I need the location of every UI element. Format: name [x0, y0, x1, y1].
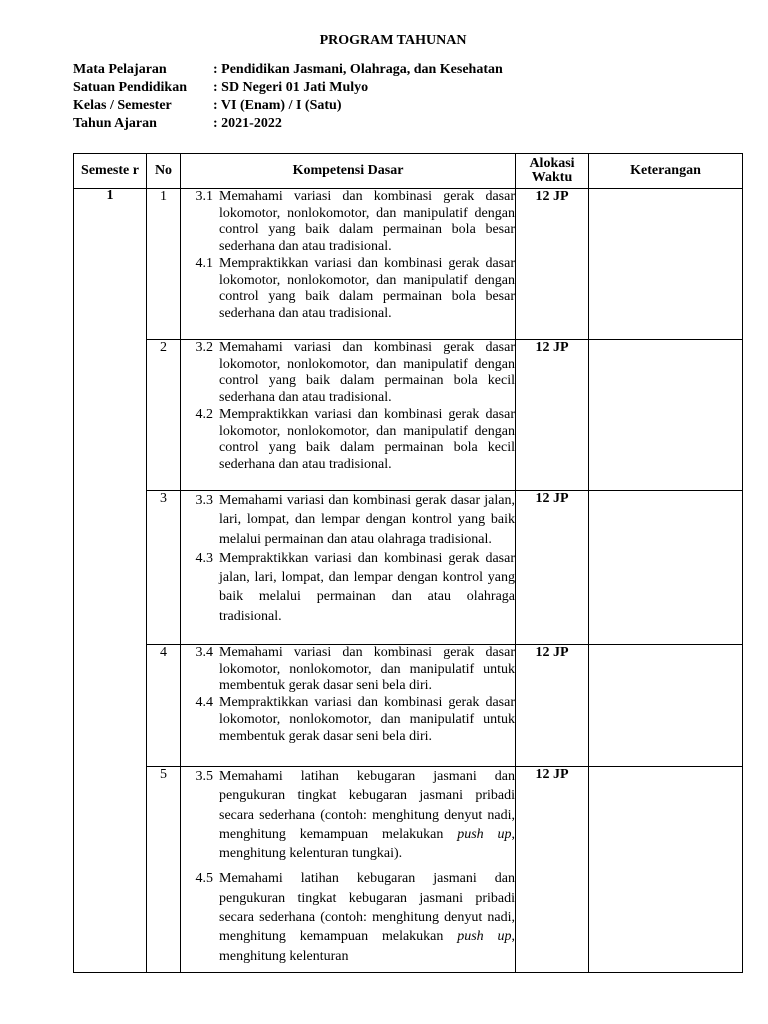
- kd-text: Mempraktikkan variasi dan kombinasi gerak dasar lokomotor, nonlokomotor, dan manipulatif dengan control yang baik dalam permainan bola besar sederhana dan atau tradisional.: [219, 255, 515, 321]
- kd-text: Mempraktikkan variasi dan kombinasi gerak dasar lokomotor, nonlokomotor, dan manipulatif dengan control yang baik dalam permainan bola kecil sederhana dan atau tradisional.: [219, 406, 515, 472]
- table-row: [74, 767, 743, 973]
- kd-item: [181, 695, 515, 745]
- row-number: 3: [147, 491, 181, 645]
- meta-class-semester: [73, 97, 503, 115]
- meta-academic-year: [73, 115, 503, 133]
- meta-value: : Pendidikan Jasmani, Olahraga, dan Kesehatan: [213, 62, 503, 77]
- meta-value: : SD Negeri 01 Jati Mulyo: [213, 80, 369, 95]
- kd-code: 4.3: [195, 550, 213, 566]
- kd-code: 3.3: [195, 493, 213, 508]
- kd-text-part: , menghitung kelenturan: [219, 929, 515, 964]
- alokasi-cell: 12 JP: [516, 491, 589, 645]
- meta-value: : VI (Enam) / I (Satu): [213, 98, 342, 113]
- kd-text: Memahami variasi dan kombinasi gerak dasar jalan, lari, lompat, dan lempar dengan kontrol yang baik melalui permainan dan atau olahraga tradisional.: [219, 493, 515, 547]
- annual-program-table: [73, 153, 743, 973]
- kd-item: [181, 645, 515, 695]
- meta-label: Kelas / Semester: [73, 98, 172, 113]
- meta-school: [73, 79, 503, 97]
- keterangan-cell: [589, 491, 743, 645]
- document-info: [73, 61, 503, 133]
- kd-code: 3.5: [195, 769, 213, 784]
- header-alokasi: Alokasi Waktu: [516, 154, 589, 189]
- kd-code: 3.1: [195, 189, 213, 204]
- semester-cell: 1: [74, 189, 147, 973]
- kd-text-part: Memahami latihan kebugaran jasmani dan pengukuran tingkat kebugaran jasmani pribadi secara sederhana (contoh: menghitung denyut nadi, menghitung kemampuan melakukan: [219, 871, 515, 945]
- kd-text-emphasis: push up: [457, 929, 512, 945]
- table-row: [74, 189, 743, 340]
- kd-text: Memahami variasi dan kombinasi gerak dasar lokomotor, nonlokomotor, dan manipulatif untuk membentuk gerak dasar seni bela diri.: [219, 645, 515, 694]
- row-number: 2: [147, 340, 181, 491]
- meta-label: Mata Pelajaran: [73, 62, 167, 77]
- kd-code: 4.1: [195, 255, 213, 271]
- kd-code: 3.4: [195, 645, 213, 660]
- kd-item: [181, 189, 515, 256]
- kompetensi-cell: [181, 340, 516, 491]
- kd-text: Mempraktikkan variasi dan kombinasi gerak dasar jalan, lari, lompat, dan lempar dengan kontrol yang baik melalui permainan dan atau olahraga tradisional.: [219, 550, 515, 624]
- alokasi-cell: 12 JP: [516, 645, 589, 767]
- kompetensi-cell: [181, 491, 516, 645]
- table-row: [74, 645, 743, 767]
- row-number: 1: [147, 189, 181, 340]
- table-header-row: [74, 154, 743, 189]
- kd-text: Mempraktikkan variasi dan kombinasi gerak dasar lokomotor, nonlokomotor, dan manipulatif untuk membentuk gerak dasar seni bela diri.: [219, 695, 515, 744]
- alokasi-cell: 12 JP: [516, 767, 589, 973]
- alokasi-cell: 12 JP: [516, 189, 589, 340]
- header-semester: Semeste r: [74, 154, 147, 189]
- kd-item: [181, 256, 515, 323]
- kd-item: [181, 767, 515, 863]
- kd-text: [219, 767, 515, 863]
- keterangan-cell: [589, 189, 743, 340]
- kompetensi-cell: [181, 767, 516, 973]
- table-row: [74, 491, 743, 645]
- kompetensi-cell: [181, 645, 516, 767]
- keterangan-cell: [589, 340, 743, 491]
- kd-text: Memahami variasi dan kombinasi gerak dasar lokomotor, nonlokomotor, dan manipulatif dengan control yang baik dalam permainan bola kecil sederhana dan atau tradisional.: [219, 340, 515, 406]
- kd-code: 3.2: [195, 340, 213, 355]
- header-keterangan: Keterangan: [589, 154, 743, 189]
- row-number: 4: [147, 645, 181, 767]
- keterangan-cell: [589, 645, 743, 767]
- meta-value: : 2021-2022: [213, 116, 282, 131]
- kd-code: 4.2: [195, 406, 213, 422]
- kd-text-part: Memahami latihan kebugaran jasmani dan pengukuran tingkat kebugaran jasmani pribadi secara sederhana (contoh: menghitung denyut nadi, menghitung kemampuan melakukan: [219, 769, 515, 842]
- meta-subject: [73, 61, 503, 79]
- header-kompetensi: Kompetensi Dasar: [181, 154, 516, 189]
- table-row: [74, 340, 743, 491]
- page-title: PROGRAM TAHUNAN: [319, 33, 467, 48]
- kd-text: Memahami variasi dan kombinasi gerak dasar lokomotor, nonlokomotor, dan manipulatif dengan control yang baik dalam permainan bola besar sederhana dan atau tradisional.: [219, 189, 515, 255]
- kd-code: 4.5: [195, 871, 213, 887]
- keterangan-cell: [589, 767, 743, 973]
- kd-code: 4.4: [195, 695, 213, 711]
- alokasi-cell: 12 JP: [516, 340, 589, 491]
- meta-label: Satuan Pendidikan: [73, 80, 187, 95]
- kd-text: [219, 869, 515, 965]
- row-number: 5: [147, 767, 181, 973]
- kd-item: [181, 340, 515, 407]
- meta-label: Tahun Ajaran: [73, 116, 157, 131]
- kd-item: [181, 407, 515, 474]
- kompetensi-cell: [181, 189, 516, 340]
- kd-item: [181, 869, 515, 965]
- header-no: No: [147, 154, 181, 189]
- kd-text-part: , menghitung kelenturan tungkai).: [219, 826, 515, 862]
- kd-item: [181, 549, 515, 626]
- kd-text-emphasis: push up: [457, 826, 512, 842]
- kd-item: [181, 491, 515, 549]
